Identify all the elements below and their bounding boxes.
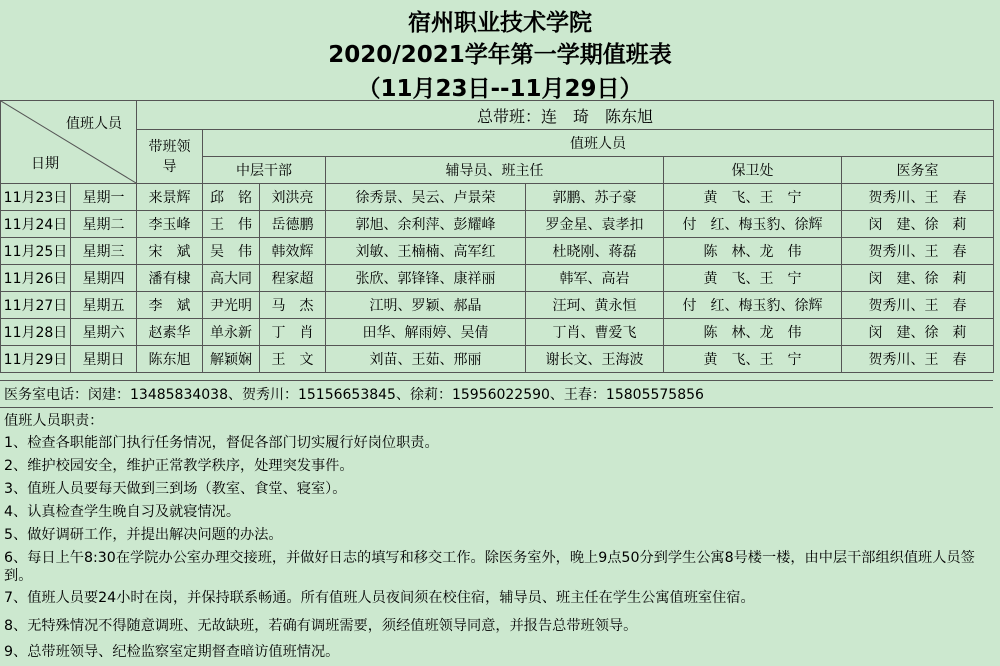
duty-item: 6、每日上午8:30在学院办公室办理交接班，并做好日志的填写和移交工作。除医务室外，晚上9点50分到学生公寓8号楼一楼，由中层干部组织值班人员签到。 (4, 550, 975, 584)
counselor-header: 辅导员、班主任 (326, 157, 664, 184)
table-row (1, 319, 994, 346)
counselor-cell: 刘苗、王茹、邢丽 (326, 346, 526, 373)
clinic-cell: 闵 建、徐 莉 (842, 211, 994, 238)
table-row (1, 211, 994, 238)
leader-cell: 来景辉 (137, 184, 203, 211)
security-cell: 陈 林、龙 伟 (664, 238, 842, 265)
date-label: 日期 (31, 156, 59, 172)
counselor-cell: 汪珂、黄永恒 (526, 292, 664, 319)
clinic-header: 医务室 (842, 157, 994, 184)
counselor-cell: 田华、解雨婷、吴倩 (326, 319, 526, 346)
counselor-cell: 张欣、郭锋锋、康祥丽 (326, 265, 526, 292)
middle-cell: 单永新 (203, 319, 260, 346)
duty-item: 2、维护校园安全，维护正常教学秩序，处理突发事件。 (4, 458, 354, 474)
counselor-cell: 江明、罗颖、郝晶 (326, 292, 526, 319)
middle-cell: 解颖娴 (203, 346, 260, 373)
middle-cell: 韩效辉 (260, 238, 326, 265)
header-corner (1, 101, 137, 184)
school-title: 宿州职业技术学院 (408, 10, 592, 36)
clinic-phone-line: 医务室电话：闵建：13485834038、贺秀川：15156653845、徐莉：15956022590、王春：15805575856 (0, 380, 993, 408)
middle-cell: 吴 伟 (203, 238, 260, 265)
term-title: 2020/2021学年第一学期值班表 (328, 42, 672, 68)
date-range: （11月23日--11月29日） (357, 76, 643, 102)
weekday-cell: 星期五 (71, 292, 137, 319)
middle-cell: 岳德鹏 (260, 211, 326, 238)
security-header: 保卫处 (664, 157, 842, 184)
weekday-cell: 星期二 (71, 211, 137, 238)
security-cell: 黄 飞、王 宁 (664, 184, 842, 211)
security-cell: 黄 飞、王 宁 (664, 265, 842, 292)
weekday-cell: 星期三 (71, 238, 137, 265)
middle-cell: 王 伟 (203, 211, 260, 238)
middle-cell: 刘洪亮 (260, 184, 326, 211)
table-row (1, 238, 994, 265)
duty-table (0, 100, 994, 373)
duty-item: 8、无特殊情况不得随意调班、无故缺班，若确有调班需要，须经值班领导同意，并报告总带班领导。 (4, 618, 638, 634)
leader-cell: 李 斌 (137, 292, 203, 319)
security-cell: 付 红、梅玉豹、徐辉 (664, 292, 842, 319)
leader-cell: 潘有棣 (137, 265, 203, 292)
chief-on-duty: 总带班：连 琦 陈东旭 (137, 101, 994, 130)
counselor-cell: 韩军、高岩 (526, 265, 664, 292)
date-cell: 11月26日 (1, 265, 71, 292)
duty-item: 7、值班人员要24小时在岗，并保持联系畅通。所有值班人员夜间须在校住宿，辅导员、班主任在学生公寓值班室住宿。 (4, 590, 755, 606)
weekday-cell: 星期一 (71, 184, 137, 211)
counselor-cell: 罗金星、袁孝扣 (526, 211, 664, 238)
middle-cell: 王 文 (260, 346, 326, 373)
date-cell: 11月24日 (1, 211, 71, 238)
duty-item: 5、做好调研工作，并提出解决问题的办法。 (4, 527, 283, 543)
date-cell: 11月29日 (1, 346, 71, 373)
middle-cell: 邱 铭 (203, 184, 260, 211)
duty-item: 1、检查各职能部门执行任务情况，督促各部门切实履行好岗位职责。 (4, 435, 439, 451)
date-cell: 11月28日 (1, 319, 71, 346)
clinic-cell: 贺秀川、王 春 (842, 292, 994, 319)
clinic-cell: 闵 建、徐 莉 (842, 319, 994, 346)
middle-cadre-header: 中层干部 (203, 157, 326, 184)
leader-header: 带班领导 (137, 130, 203, 184)
duty-item: 9、总带班领导、纪检监察室定期督查暗访值班情况。 (4, 644, 340, 660)
duty-item: 4、认真检查学生晚自习及就寝情况。 (4, 504, 241, 520)
leader-cell: 李玉峰 (137, 211, 203, 238)
counselor-cell: 谢长文、王海波 (526, 346, 664, 373)
counselor-cell: 徐秀景、吴云、卢景荣 (326, 184, 526, 211)
clinic-cell: 贺秀川、王 春 (842, 346, 994, 373)
date-cell: 11月23日 (1, 184, 71, 211)
security-cell: 付 红、梅玉豹、徐辉 (664, 211, 842, 238)
duty-item: 3、值班人员要每天做到三到场（教室、食堂、寝室）。 (4, 481, 347, 497)
duties-heading: 值班人员职责： (4, 413, 104, 429)
security-cell: 黄 飞、王 宁 (664, 346, 842, 373)
duty-person-label: 值班人员 (66, 116, 122, 132)
middle-cell: 程家超 (260, 265, 326, 292)
leader-cell: 赵素华 (137, 319, 203, 346)
table-row (1, 265, 994, 292)
middle-cell: 马 杰 (260, 292, 326, 319)
clinic-cell: 贺秀川、王 春 (842, 238, 994, 265)
table-row (1, 184, 994, 211)
counselor-cell: 丁肖、曹爱飞 (526, 319, 664, 346)
date-cell: 11月25日 (1, 238, 71, 265)
clinic-cell: 闵 建、徐 莉 (842, 265, 994, 292)
security-cell: 陈 林、龙 伟 (664, 319, 842, 346)
weekday-cell: 星期日 (71, 346, 137, 373)
weekday-cell: 星期六 (71, 319, 137, 346)
date-cell: 11月27日 (1, 292, 71, 319)
staff-header: 值班人员 (203, 130, 994, 157)
counselor-cell: 杜晓刚、蒋磊 (526, 238, 664, 265)
leader-cell: 宋 斌 (137, 238, 203, 265)
counselor-cell: 刘敏、王楠楠、高军红 (326, 238, 526, 265)
duties-section (4, 412, 994, 666)
middle-cell: 尹光明 (203, 292, 260, 319)
middle-cell: 高大同 (203, 265, 260, 292)
table-row (1, 346, 994, 373)
middle-cell: 丁 肖 (260, 319, 326, 346)
clinic-cell: 贺秀川、王 春 (842, 184, 994, 211)
leader-cell: 陈东旭 (137, 346, 203, 373)
table-row (1, 292, 994, 319)
counselor-cell: 郭鹏、苏子豪 (526, 184, 664, 211)
weekday-cell: 星期四 (71, 265, 137, 292)
counselor-cell: 郭旭、余利萍、彭耀峰 (326, 211, 526, 238)
